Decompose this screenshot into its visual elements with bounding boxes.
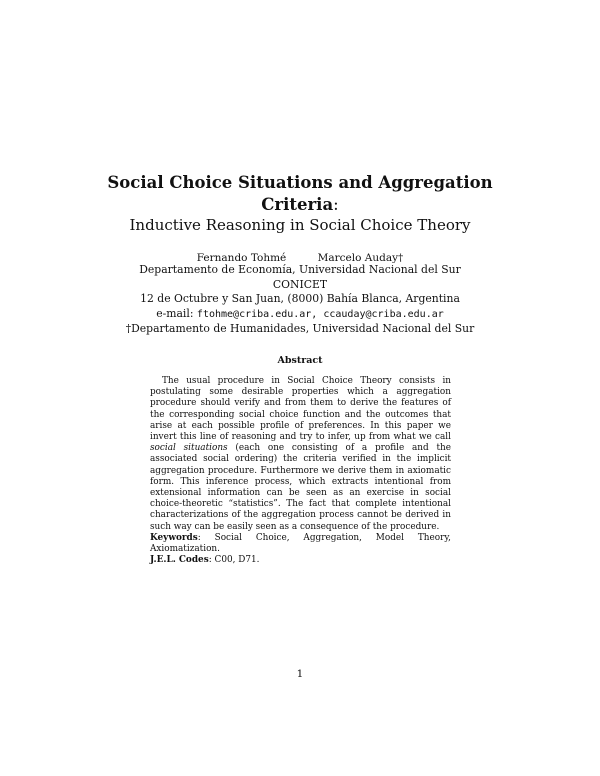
jel-line [150,555,451,566]
email-line [60,307,540,323]
abstract-block [150,376,451,566]
abstract-emphasis: social situations [150,443,228,454]
page-number: 1 [296,668,304,680]
abstract-heading: Abstract [277,355,323,366]
paper-title-main: Social Choice Situations and Aggregation Criteria [107,173,493,214]
paper-title [100,172,500,216]
keywords-label: Keywords [150,532,198,543]
email-addresses: ftohme@criba.edu.ar, ccauday@criba.edu.ar [196,308,444,320]
author-name: Fernando Tohmé [196,252,287,264]
affiliation-line: Departamento de Economía, Universidad Nacional del Sur [139,263,461,276]
affiliation-line: 12 de Octubre y San Juan, (8000) Bahía Blanca, Argentina [140,292,460,306]
paper-subtitle: Inductive Reasoning in Social Choice Theory [129,216,471,234]
keywords-text: : Social Choice, Aggregation, Model Theory, Axiomatization. [150,532,451,555]
jel-label: J.E.L. Codes [150,555,209,566]
affiliation-block [60,263,540,337]
email-label: e-mail: [156,306,197,320]
keywords-line [150,533,451,555]
author-name: Marcelo Auday† [317,252,404,264]
abstract-text-2: (each one consisting of a profile and the associated social ordering) the criteria verified in the implicit aggregation procedure. Furthermore we derive them in axiomatic form. This inference process, which extracts intentional from extensional information can be seen as an exercise in social choice-theoretic “statistics”. The fact that complete intentional characterizations of the aggregation process cannot be derived in such way can be easily seen as a consequence of the procedure. [150,443,451,532]
jel-text: : C00, D71. [208,555,260,566]
abstract-paragraph [150,376,451,533]
affiliation-line: CONICET [272,277,328,291]
affiliation-line: †Departamento de Humanidades, Universidad Nacional del Sur [125,322,475,336]
paper-title-colon: : [333,195,339,214]
abstract-text-1: The usual procedure in Social Choice Theory consists in postulating some desirable properties which a aggregation procedure should verify and from them to derive the features of the corresponding social choice function and the outcomes that arise at each possible profile of preferences. In this paper we invert this line of reasoning and try to infer, up from what we call [150,376,451,443]
